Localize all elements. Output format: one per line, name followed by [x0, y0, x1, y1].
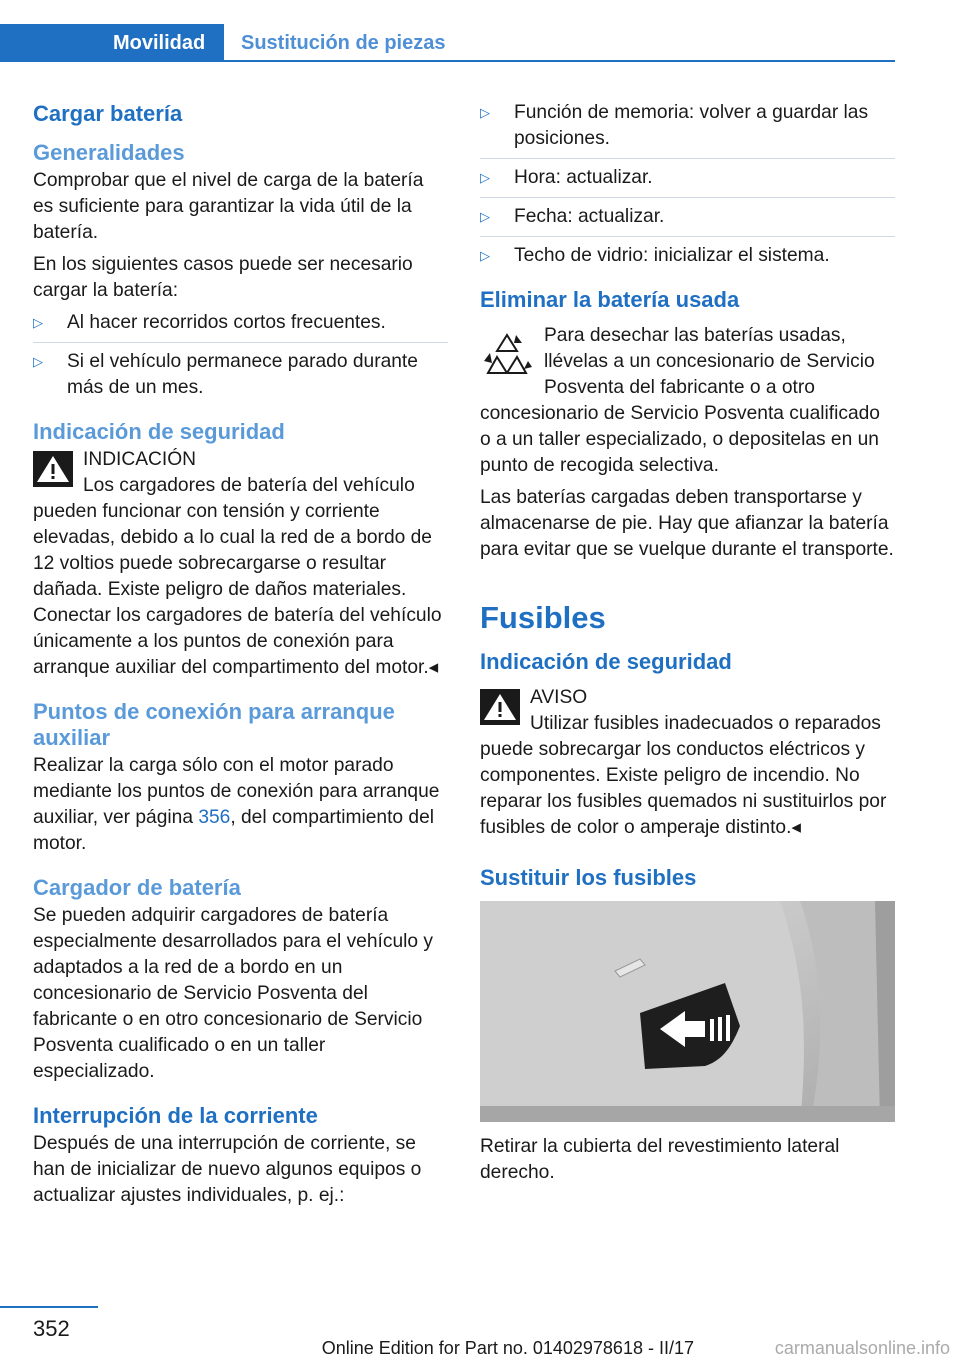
- list-item-text: Al hacer recorridos cortos frecuentes.: [67, 312, 386, 333]
- paragraph: Comprobar que el nivel de carga de la batería es suficiente para garantizar la vida útil de la batería.: [33, 170, 424, 243]
- paragraph: [33, 753, 448, 857]
- heading-puntos-conexion: Puntos de conexión para arranque auxiliar: [33, 699, 395, 750]
- list-item-text: Función de memoria: volver a guardar las posiciones.: [514, 102, 869, 149]
- footer-divider: [0, 1306, 98, 1308]
- right-column: [480, 100, 895, 1192]
- paragraph: Las baterías cargadas deben transportarse y almacenarse de pie. Hay que afianzar la batería para evitar que se vuelque durante el transporte.: [480, 487, 894, 560]
- list-item: [480, 243, 895, 269]
- list-item: [33, 310, 448, 343]
- warning-triangle-icon: [33, 451, 73, 487]
- bullet-list: [33, 310, 448, 401]
- watermark: carmanualsonline.info: [774, 1338, 950, 1358]
- page-number: 352: [33, 1316, 70, 1341]
- warning-text: Utilizar fusibles inadecuados o reparados puede sobrecargar los conductos eléctricos y componentes. Existe peligro de incendio. No reparar los fusibles quemados ni sustituirlos por fusibles de color o amperaje distinto.◂: [480, 713, 887, 838]
- paragraph: En los siguientes casos puede ser necesario cargar la batería:: [33, 254, 413, 301]
- section-title-cargar-bateria: Cargar batería: [33, 101, 183, 126]
- paragraph: Se pueden adquirir cargadores de batería especialmente desarrollados para el vehículo y adaptados a la red de a bordo en un concesionario de Servicio Posventa del fabricante o en otro concesionario de Servicio Posventa cualificado o en un taller especializado.: [33, 905, 433, 1082]
- list-item-text: Si el vehículo permanece parado durante más de un mes.: [67, 351, 418, 398]
- section-tab-movilidad: [0, 24, 224, 62]
- fuse-cover-photo: [480, 901, 895, 1122]
- triangle-right-icon: ▷: [480, 170, 490, 185]
- triangle-right-icon: ▷: [33, 354, 43, 369]
- list-item: [33, 349, 448, 401]
- list-item: [480, 204, 895, 237]
- paragraph-text: , del compartimiento del motor.: [33, 807, 435, 854]
- heading-cargador-bateria: Cargador de batería: [33, 875, 241, 900]
- triangle-right-icon: ▷: [480, 105, 490, 120]
- heading-generalidades: Generalidades: [33, 140, 185, 165]
- warning-label: AVISO: [530, 687, 588, 708]
- list-item: [480, 165, 895, 198]
- warning-note: [480, 685, 895, 841]
- list-item-text: Techo de vidrio: inicializar el sistema.: [514, 245, 830, 266]
- photo-caption: Retirar la cubierta del revestimiento lateral derecho.: [480, 1136, 840, 1183]
- header-divider: [224, 60, 895, 62]
- paragraph: Para desechar las baterías usadas, llévelas a un concesionario de Servicio Posventa del fabricante o a otro concesionario de Servicio Posventa cualificado o a un taller especializado, o depositelas en un punto de recogida selectiva.: [480, 325, 880, 476]
- list-item-text: Hora: actualizar.: [514, 167, 653, 188]
- recycle-icon: [480, 329, 534, 383]
- triangle-right-icon: ▷: [480, 209, 490, 224]
- heading-interrupcion-corriente: Interrupción de la corriente: [33, 1103, 318, 1128]
- page-link-356[interactable]: 356: [198, 807, 231, 828]
- heading-eliminar-bateria: Eliminar la batería usada: [480, 287, 740, 312]
- warning-triangle-icon: [480, 689, 520, 725]
- bullet-list: [480, 100, 895, 269]
- paragraph: Después de una interrupción de corriente, se han de inicializar de nuevo algunos equipos o actualizar ajustes individuales, p. ej.:: [33, 1133, 422, 1206]
- chapter-tab-label: Sustitución de piezas: [241, 32, 446, 54]
- section-tab-label: Movilidad: [113, 32, 206, 54]
- triangle-right-icon: ▷: [33, 315, 43, 330]
- recycle-note: [480, 323, 895, 479]
- section-title-fusibles: Fusibles: [480, 600, 606, 635]
- warning-text: Los cargadores de batería del vehículo pueden funcionar con tensión y corriente elevadas, debido a lo cual la red de a bordo de 12 voltios puede sobrecargarse o resultar dañada. Existe peligro de daños materiales. Conectar los cargadores de batería del vehículo únicamente a los puntos de conexión para arranque auxiliar del compartimento del motor.◂: [33, 475, 442, 678]
- paragraph-text: Realizar la carga sólo con el motor parado mediante los puntos de conexión para arranque auxiliar, ver página: [33, 755, 440, 828]
- list-item: [480, 100, 895, 159]
- edition-note: Online Edition for Part no. 01402978618 - II/17: [321, 1338, 694, 1358]
- left-column: [33, 100, 448, 1215]
- page-header: [0, 0, 960, 62]
- heading-indicacion-seguridad-fusibles: Indicación de seguridad: [480, 649, 732, 674]
- heading-sustituir-fusibles: Sustituir los fusibles: [480, 865, 697, 890]
- warning-note: [33, 447, 448, 681]
- triangle-right-icon: ▷: [480, 248, 490, 263]
- heading-indicacion-seguridad: Indicación de seguridad: [33, 419, 285, 444]
- list-item-text: Fecha: actualizar.: [514, 206, 665, 227]
- warning-label: INDICACIÓN: [83, 449, 196, 470]
